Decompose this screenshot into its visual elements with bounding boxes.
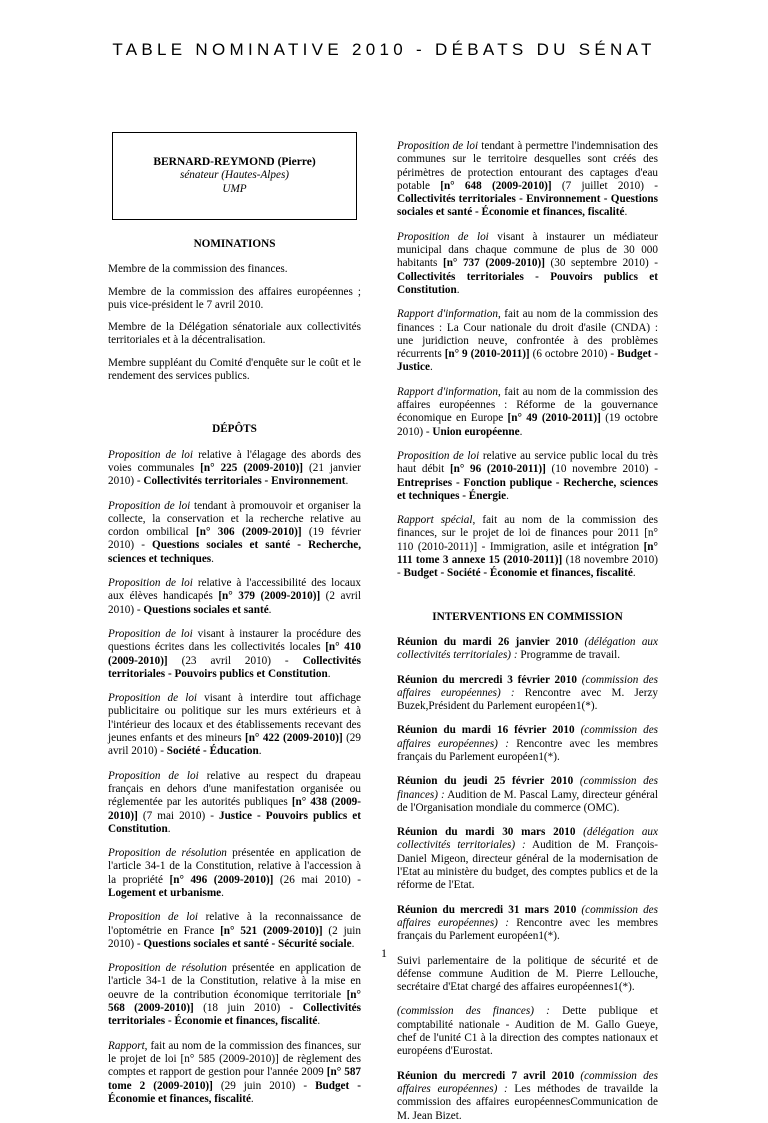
depot-item [108, 628, 361, 681]
senator-party: UMP [222, 182, 247, 195]
depot-text: tendant à promouvoir et organiser la collecte, la conservation et la recherche relative au cordon ombilical [108, 499, 361, 539]
depot-kind: Proposition de loi [397, 140, 479, 152]
depot-topics: Société - Éducation [166, 745, 259, 758]
depot-item [108, 577, 361, 617]
depot-ref: [n° 49 (2010-2011)] [507, 412, 601, 425]
depot-kind: Rapport [108, 1039, 145, 1052]
depot-end: . [351, 937, 355, 950]
depots-heading: DÉPÔTS [212, 423, 257, 436]
depot-item [108, 500, 361, 566]
intervention-date: Réunion du mardi 16 février 2010 [397, 724, 575, 737]
intervention-item [397, 1005, 658, 1058]
intervention-org: (commission des affaires européennes) : [397, 724, 659, 750]
depot-topics: Questions sociales et santé - Sécurité sociale [143, 937, 352, 950]
depot-kind: Proposition de loi [108, 499, 191, 512]
depot-text: visant à interdire tout affichage publicitaire ou politique sur les murs extérieurs et à l'intérieur des locaux et des établissements recevant des jeunes enfants et des mineurs [108, 692, 361, 745]
depot-date: (23 avril 2010) - [167, 654, 303, 667]
depot-topics: Justice - Pouvoirs publics et Constitution [108, 809, 361, 835]
depot-topics: Collectivités territoriales - Environnement [143, 475, 346, 488]
depot-topics: Questions sociales et santé - Recherche, sciences et techniques [108, 539, 361, 565]
depot-end: . [258, 745, 262, 758]
depot-text: , fait au nom de la commission des finances, sur le projet de loi de finances pour 2011 [n° 110 (2010-2011)] - Immigration, asile et intégration [397, 514, 658, 553]
depot-text: relative à la reconnaissance de l'optométrie en France [108, 911, 361, 937]
depot-topics: Budget - Économie et finances, fiscalité [108, 1079, 361, 1105]
depot-text: relative à l'accessibilité des locaux aux élèves handicapés [108, 577, 361, 603]
depot-ref: [n° 111 tome 3 annexe 15 (2010-2011)] [397, 540, 658, 567]
depot-text: , fait au nom de la commission des finances, sur le projet de loi [n° 585 (2009-2010)] de règlement des comptes et rapport de gestion pour l'année 2009 [108, 1039, 361, 1079]
depot-topics: Entreprises - Fonction publique - Recherche, sciences et techniques - Énergie [397, 476, 658, 502]
senator-box [112, 132, 357, 220]
depot-ref: [n° 496 (2009-2010)] [169, 873, 274, 886]
depot-kind: Rapport spécial [397, 514, 473, 527]
nominations-heading: NOMINATIONS [193, 238, 276, 250]
depot-item [397, 386, 658, 439]
intervention-item [397, 636, 658, 663]
intervention-org: (commission des affaires européennes) : [397, 903, 658, 929]
depot-date: (2 avril 2010) - [108, 590, 361, 616]
depot-topics: Collectivités territoriales - Économie et finances, fiscalité [108, 1002, 361, 1028]
intervention-text: Audition de M. François-Daniel Migeon, directeur général de la modernisation de l'Etat au ministère du budget, des comptes publics et de la réforme de l'Etat. [397, 839, 659, 892]
intervention-item [397, 724, 658, 764]
depot-date: (10 novembre 2010) - [545, 463, 658, 476]
depot-text: visant à instaurer un médiateur municipal dans chaque commune de plus de 30 000 habitants [397, 230, 658, 270]
depot-text: présentée en application de l'article 34-1 de la Constitution, relative à la mise en oeuvre de la contribution économique territoriale [108, 962, 362, 1001]
depot-item [108, 449, 361, 489]
depot-kind: Rapport d'information [397, 308, 498, 321]
depot-end: . [519, 425, 523, 438]
intervention-text: Dette publique et comptabilité nationale - Audition de M. Gallo Gueye, chef de l'unité C1 à la direction des comptes nationaux et européens d'Eurostat. [397, 1005, 658, 1058]
depot-item [108, 1040, 361, 1106]
page-title: TABLE NOMINATIVE 2010 - DÉBATS DU SÉNAT [112, 40, 656, 59]
depot-ref: [n° 648 (2009-2010)] [440, 179, 552, 192]
right-column [397, 140, 658, 1123]
depot-date: (19 février 2010) - [108, 526, 361, 552]
depot-ref: [n° 587 tome 2 (2009-2010)] [108, 1066, 362, 1092]
depot-text: présentée en application de l'article 34-1 de la Constitution, relative à l'accession à la propriété [108, 847, 362, 886]
depot-end: . [327, 667, 331, 680]
depot-text: relative au respect du drapeau français en dehors d'une manifestation organisée ou réglementée par les autorités publiques [108, 769, 361, 809]
intervention-org: (délégation aux collectivités territoriales) : [397, 826, 658, 852]
senator-name: BERNARD-REYMOND (Pierre) [153, 156, 316, 169]
depot-date: (6 octobre 2010) - [529, 348, 618, 361]
depot-ref: [n° 438 (2009-2010)] [108, 796, 362, 822]
depot-end: . [221, 886, 224, 899]
depot-topics: Logement et urbanisme [108, 886, 222, 899]
depot-end: . [506, 489, 509, 502]
interventions-list [397, 636, 658, 1123]
intervention-item [397, 904, 658, 944]
depot-kind: Proposition de loi [397, 230, 489, 243]
depot-end: . [429, 361, 433, 374]
depot-item [397, 231, 658, 297]
depot-date: (19 octobre 2010) - [397, 412, 658, 438]
depot-item [397, 140, 658, 220]
depot-date: (18 juin 2010) - [193, 1002, 303, 1015]
depot-item [397, 308, 658, 374]
interventions-heading: INTERVENTIONS EN COMMISSION [432, 610, 623, 623]
depot-end: . [624, 206, 628, 219]
depot-kind: Proposition de résolution [108, 962, 227, 975]
depot-end: . [250, 1092, 254, 1105]
depot-topics: Collectivités territoriales - Pouvoirs publics et Constitution [108, 654, 361, 680]
depot-kind: Proposition de loi [108, 911, 199, 924]
nomination-item: Membre suppléant du Comité d'enquête sur le coût et le rendement des services publics. [108, 356, 361, 383]
intervention-org: (commission des finances) : [397, 775, 659, 801]
depot-item [397, 450, 658, 503]
depot-item [397, 514, 658, 580]
depot-kind: Proposition de loi [108, 577, 193, 590]
depot-kind: Proposition de loi [108, 769, 199, 782]
depot-ref: [n° 422 (2009-2010)] [244, 732, 343, 745]
depot-topics: Questions sociales et santé [143, 603, 269, 616]
depot-date: (18 novembre 2010) - [397, 554, 659, 580]
intervention-text: Suivi parlementaire de la politique de sécurité et de défense commune Audition de M. Pierre Lellouche, secrétaire d'Etat chargé des affaires européennes1(*). [397, 954, 658, 994]
depot-text: tendant à permettre l'indemnisation des communes sur le territoire desquelles sont créés des périmètres de protection entourant des captages d'eau potable [397, 140, 658, 192]
depot-kind: Proposition de loi [108, 692, 198, 705]
intervention-org: (délégation aux collectivités territoriales) : [397, 635, 658, 662]
depot-ref: [n° 96 (2010-2011)] [449, 463, 546, 476]
intervention-date: Réunion du mardi 30 mars 2010 [397, 826, 576, 839]
depot-item [108, 692, 361, 758]
page-number: 1 [381, 946, 387, 960]
depot-text: relative à l'élagage des abords des voies communales [108, 448, 361, 474]
depot-ref: [n° 521 (2009-2010)] [220, 924, 323, 937]
intervention-text: Audition de M. Pascal Lamy, directeur général de l'Organisation mondiale du commerce (OMC). [397, 788, 658, 814]
depots-list-left [108, 449, 361, 1106]
intervention-text: Les méthodes de travailde la commission des affaires européennesCommunication de M. Jean Bizet. [397, 1082, 659, 1122]
depot-date: (29 avril 2010) - [108, 732, 361, 758]
depots-list-right [397, 140, 658, 581]
depot-kind: Proposition de loi [108, 627, 193, 640]
depot-date: (21 janvier 2010) - [108, 461, 361, 488]
depot-date: (2 juin 2010) - [108, 924, 361, 950]
depot-text: relative au service public local du très haut débit [397, 449, 659, 476]
intervention-date: Réunion du mercredi 31 mars 2010 [397, 903, 577, 916]
intervention-date: Réunion du mercredi 7 avril 2010 [397, 1069, 575, 1082]
depot-end: . [317, 1015, 321, 1028]
depot-ref: [n° 379 (2009-2010)] [218, 590, 321, 603]
depot-date: (7 juillet 2010) - [551, 179, 659, 192]
nominations-list [108, 263, 361, 383]
depot-ref: [n° 306 (2009-2010)] [196, 526, 302, 539]
intervention-org: (commission des finances) : [397, 1005, 550, 1018]
depot-end: . [345, 475, 349, 488]
intervention-date: Réunion du mardi 26 janvier 2010 [397, 635, 579, 648]
intervention-item [397, 1070, 658, 1123]
depot-kind: Proposition de loi [108, 448, 193, 461]
depot-kind: Proposition de loi [397, 449, 480, 462]
depot-end: . [456, 283, 460, 296]
intervention-text: Programme de travail. [517, 649, 621, 662]
intervention-date: Réunion du jeudi 25 février 2010 [397, 775, 574, 788]
depot-end: . [167, 822, 171, 835]
intervention-item [397, 674, 658, 714]
intervention-text: Rencontre avec les membres français du Parlement européen1(*). [397, 916, 659, 943]
depot-text: , fait au nom de la commission des affaires européennes : Réforme de la gouvernance économique en Europe [397, 385, 658, 425]
intervention-item [397, 775, 658, 815]
intervention-text: Rencontre avec les membres français du Parlement européen1(*). [397, 737, 659, 763]
depot-end: . [632, 567, 636, 580]
depot-date: (30 septembre 2010) - [544, 257, 658, 270]
depot-text: , fait au nom de la commission des finances : La Cour nationale du droit d'asile (CNDA) : une juridiction neuve, confrontée à des problèmes récurrents [397, 308, 658, 361]
depot-date: (26 mai 2010) - [273, 873, 361, 886]
depot-ref: [n° 568 (2009-2010)] [108, 988, 361, 1015]
depot-topics: Budget - Justice [397, 348, 658, 374]
depot-topics: Union européenne [432, 425, 520, 438]
depot-text: visant à instaurer la procédure des questions écrites dans les collectivités locales [108, 627, 361, 654]
intervention-org: (commission des affaires européennes) : [397, 673, 658, 699]
depot-topics: Collectivités territoriales - Pouvoirs publics et Constitution [397, 270, 658, 296]
depot-date: (7 mai 2010) - [137, 809, 219, 822]
nomination-item: Membre de la commission des finances. [108, 263, 288, 276]
senator-role: sénateur (Hautes-Alpes) [179, 169, 290, 182]
depot-date: (29 juin 2010) - [212, 1079, 316, 1092]
intervention-text: Rencontre avec M. Jerzy Buzek,Président du Parlement européen1(*). [397, 686, 658, 713]
depot-kind: Rapport d'information [397, 385, 498, 398]
depot-ref: [n° 737 (2009-2010)] [442, 257, 545, 270]
depot-topics: Collectivités territoriales - Environnement - Questions sociales et santé - Économie et finances, fiscalité [397, 193, 658, 219]
depot-ref: [n° 225 (2009-2010)] [200, 461, 304, 474]
depot-item [108, 770, 361, 836]
intervention-item [397, 826, 658, 892]
depot-kind: Proposition de résolution [108, 847, 227, 860]
nomination-item: Membre de la commission des affaires européennes ; puis vice-président le 7 avril 2010. [108, 285, 361, 311]
depot-ref: [n° 410 (2009-2010)] [108, 641, 362, 667]
depot-end: . [268, 603, 272, 616]
nomination-item: Membre de la Délégation sénatoriale aux collectivités territoriales et à la décentralisation. [108, 321, 361, 347]
depot-ref: [n° 9 (2010-2011)] [444, 348, 530, 361]
intervention-date: Réunion du mercredi 3 février 2010 [397, 673, 577, 686]
depot-item [108, 847, 361, 900]
depot-end: . [211, 552, 214, 565]
intervention-org: (commission des affaires européennes) : [397, 1069, 658, 1095]
depot-topics: Budget - Société - Économie et finances, fiscalité [403, 567, 633, 580]
depot-item [108, 962, 361, 1028]
